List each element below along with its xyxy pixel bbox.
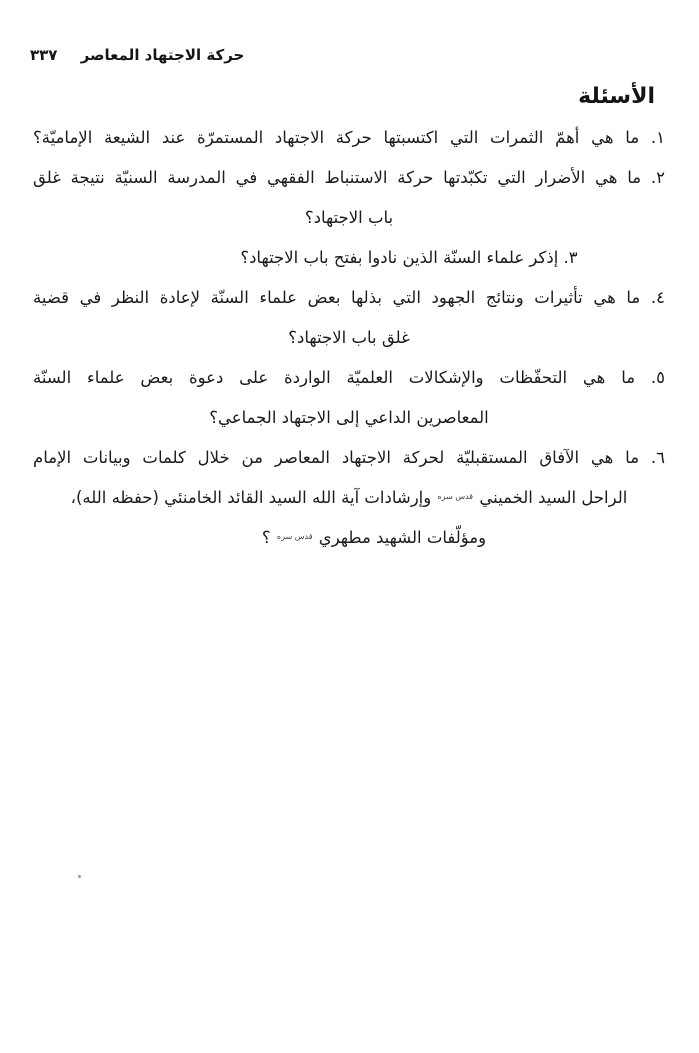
question-4-line-1: ٤. ما هي تأثيرات ونتائج الجهود التي بذلها بعض علماء السنّة لإعادة النظر في قضية [33, 288, 665, 307]
running-head-title: حركة الاجتهاد المعاصر [80, 46, 245, 64]
question-4-line-2: غلق باب الاجتهاد؟ [288, 328, 410, 347]
running-head [30, 46, 244, 64]
question-6-line-1: ٦. ما هي الآفاق المستقبليّة لحركة الاجتهاد المعاصر من خلال كلمات وبيانات الإمام [33, 448, 665, 467]
honorific-seal-motahhari: قدس سره [276, 531, 313, 541]
question-6-line-2-text: الراحل السيد الخميني [479, 488, 628, 507]
question-5-line-1: ٥. ما هي التحفّظات والإشكالات العلميّة الواردة على دعوة بعض علماء السنّة [33, 368, 665, 387]
question-6-question-mark: ؟ [261, 528, 271, 547]
section-heading: الأسئلة [578, 84, 655, 109]
question-6-line-2-text-cont: وإرشادات آية الله السيد القائد الخامنئي (حفظه الله)، [70, 488, 432, 507]
question-1-line-1: ١. ما هي أهمّ الثمرات التي اكتسبتها حركة الاجتهاد المستمرّة عند الشيعة الإماميّة؟ [33, 128, 665, 147]
question-3-line-1: ٣. إذكر علماء السنّة الذين نادوا بفتح باب الاجتهاد؟ [240, 248, 578, 267]
question-6-line-2 [33, 478, 665, 518]
scan-speck-decoration [78, 875, 81, 878]
questions-list [33, 118, 665, 558]
question-2-line-2: باب الاجتهاد؟ [304, 208, 394, 227]
honorific-seal-khomeini: قدس سره [437, 491, 474, 501]
question-2-line-1: ٢. ما هي الأضرار التي تكبّدتها حركة الاستنباط الفقهي في المدرسة السنيّة نتيجة غلق [33, 168, 665, 187]
page-number: ٣٣٧ [30, 46, 58, 64]
question-6-line-3 [33, 518, 665, 558]
question-6-line-3-text: ومؤلّفات الشهيد مطهري [318, 528, 487, 547]
question-5-line-2: المعاصرين الداعي إلى الاجتهاد الجماعي؟ [209, 408, 489, 427]
